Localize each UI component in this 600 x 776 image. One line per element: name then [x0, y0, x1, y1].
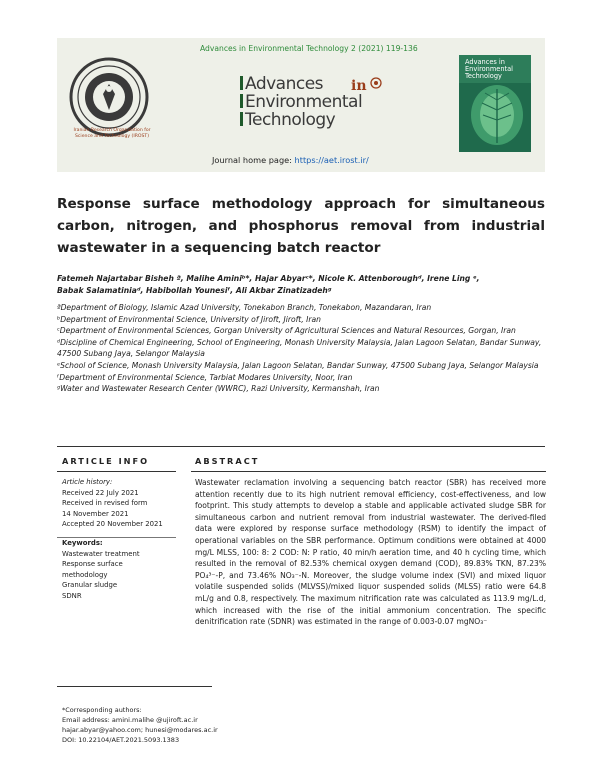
cover-title-line-2: Environmental — [465, 65, 513, 73]
affiliation-d: ᵈDiscipline of Chemical Engineering, School of Engineering, Monash University Malaysia, Jalan Lagoon Selatan, Bandar Sunway, 47500 Subang Jaya, Selangor Malaysia — [57, 337, 542, 359]
history-heading: Article history: — [62, 478, 113, 486]
brand-mark-text: in — [351, 78, 367, 94]
affiliation-c: ᶜDepartment of Environmental Sciences, Gorgan University of Agricultural Sciences and Natural Resources, Gorgan, Iran — [57, 326, 516, 336]
cover-title-line-1: Advances in — [465, 58, 505, 66]
author-line-2: Babak Salamatiniaᵈ, Habibollah Younesiᶠ, Ali Akbar Zinatizadehᵍ — [57, 286, 332, 295]
affiliation-f: ᶠDepartment of Environmental Science, Tarbiat Modares University, Noor, Iran — [57, 372, 353, 382]
brand-mark-icon — [349, 76, 383, 94]
affiliation-g: ᵍWater and Wastewater Research Center (WWRC), Razi University, Kermanshah, Iran — [57, 384, 380, 394]
footnote — [62, 705, 362, 745]
history-accepted: Accepted 20 November 2021 — [62, 520, 163, 529]
article-info-rule — [57, 471, 176, 472]
affiliations — [57, 302, 545, 395]
affiliation-e: ᵉSchool of Science, Monash University Malaysia, Jalan Lagoon Selatan, Bandar Sunway, 47500 Subang Jaya, Selangor Malaysia — [57, 360, 539, 370]
cover-title — [465, 59, 529, 80]
homepage-label: Journal home page: — [212, 155, 295, 165]
keyword-item: SDNR — [62, 591, 82, 600]
footnote-doi: DOI: 10.22104/AET.2021.5093.1383 — [62, 736, 180, 744]
logo-caption: Iranian Research Organization for Science and Technology (IROST) — [73, 128, 151, 139]
article-title: Response surface methodology approach for simultaneous carbon, nitrogen, and phosphorus removal from industrial wastewater in a sequencing batch reactor — [57, 196, 545, 256]
keywords-heading: Keywords: — [62, 538, 103, 547]
irost-logo-icon — [68, 56, 150, 138]
journal-cover — [459, 55, 531, 152]
journal-homepage — [212, 155, 369, 165]
footnote-email-2: hajar.abyar@yahoo.com; hunesi@modares.ac.ir — [62, 726, 218, 734]
brand-line-2: Environmental — [245, 92, 363, 112]
keyword-item: Response surface — [62, 560, 123, 569]
author-line-1: Fatemeh Najartabar Bisheh ª, Malihe Aminiᵇ*, Hajar Abyarᶜ*, Nicole K. Attenboroughᵈ, Irene Ling ᵉ, — [57, 274, 480, 283]
cover-title-line-3: Technology — [465, 72, 502, 80]
brand-line-3: Technology — [245, 110, 336, 130]
history-received: Received 22 July 2021 — [62, 488, 139, 497]
footnote-rule — [57, 686, 212, 687]
article-info-heading: ARTICLE INFO — [62, 456, 150, 466]
keyword-item: Granular sludge — [62, 581, 118, 590]
section-top-rule — [57, 446, 545, 447]
history-revised: Received in revised form — [62, 499, 148, 508]
abstract-heading: ABSTRACT — [195, 456, 260, 466]
brand-line-1: Advances — [245, 74, 324, 94]
journal-brand — [240, 75, 410, 129]
journal-reference: Advances in Environmental Technology 2 (2021) 119-136 — [200, 44, 418, 53]
author-list — [57, 273, 545, 297]
keyword-item: methodology — [62, 570, 108, 579]
history-revised-date: 14 November 2021 — [62, 509, 129, 518]
keyword-item: Wastewater treatment — [62, 549, 140, 558]
abstract-rule — [191, 471, 546, 472]
article-info — [62, 477, 177, 602]
footnote-email: Email address: amini.malihe @ujiroft.ac.ir — [62, 716, 198, 724]
affiliation-a: ªDepartment of Biology, Islamic Azad University, Tonekabon Branch, Tonekabon, Mazandaran, Iran — [57, 303, 432, 312]
affiliation-b: ᵇDepartment of Environmental Science, University of Jiroft, Jiroft, Iran — [57, 314, 321, 324]
homepage-link[interactable]: https://aet.irost.ir/ — [294, 155, 369, 165]
abstract-body: Wastewater reclamation involving a sequencing batch reactor (SBR) has received more attention recently due to its high nutrient removal efficiency, cost-effectiveness, and low footprint. This study attempts to develop a stable and applicable activated sludge SBR for simultaneous carbon and nutrient removal from industrial wastewater. The derived-filed data were explored by response surface methodology (RSM) to identify the impact of operational variables on the SBR performance. Optimum conditions were obtained at 4000 mg/L MLSS, 100: 8: 2 COD: N: P ratio, 40 min/h aeration time, and 40 h cycling time, which resulted in the removal of 82.53% chemical oxygen demand (COD), 89.83% TKN, 87.23% PO₄³⁻-P, and 73.46% NO₃⁻-N. Moreover, the sludge volume index (SVI) and mixed liquor volatile suspended solids (MLVSS)/mixed liquor suspended solids (MLSS) ratio were 64.8 mL/g and 0.8, respectively. The maximum nitrification rate was calculated as 113.9 mg/L.d, which increased with the rise of the initial ammonium concentration. The specific denitrification rate (SDNR) was estimated in the range of 0.003-0.07 mgNO₃⁻ — [195, 478, 546, 627]
footnote-corresponding: *Corresponding authors: — [62, 706, 142, 714]
